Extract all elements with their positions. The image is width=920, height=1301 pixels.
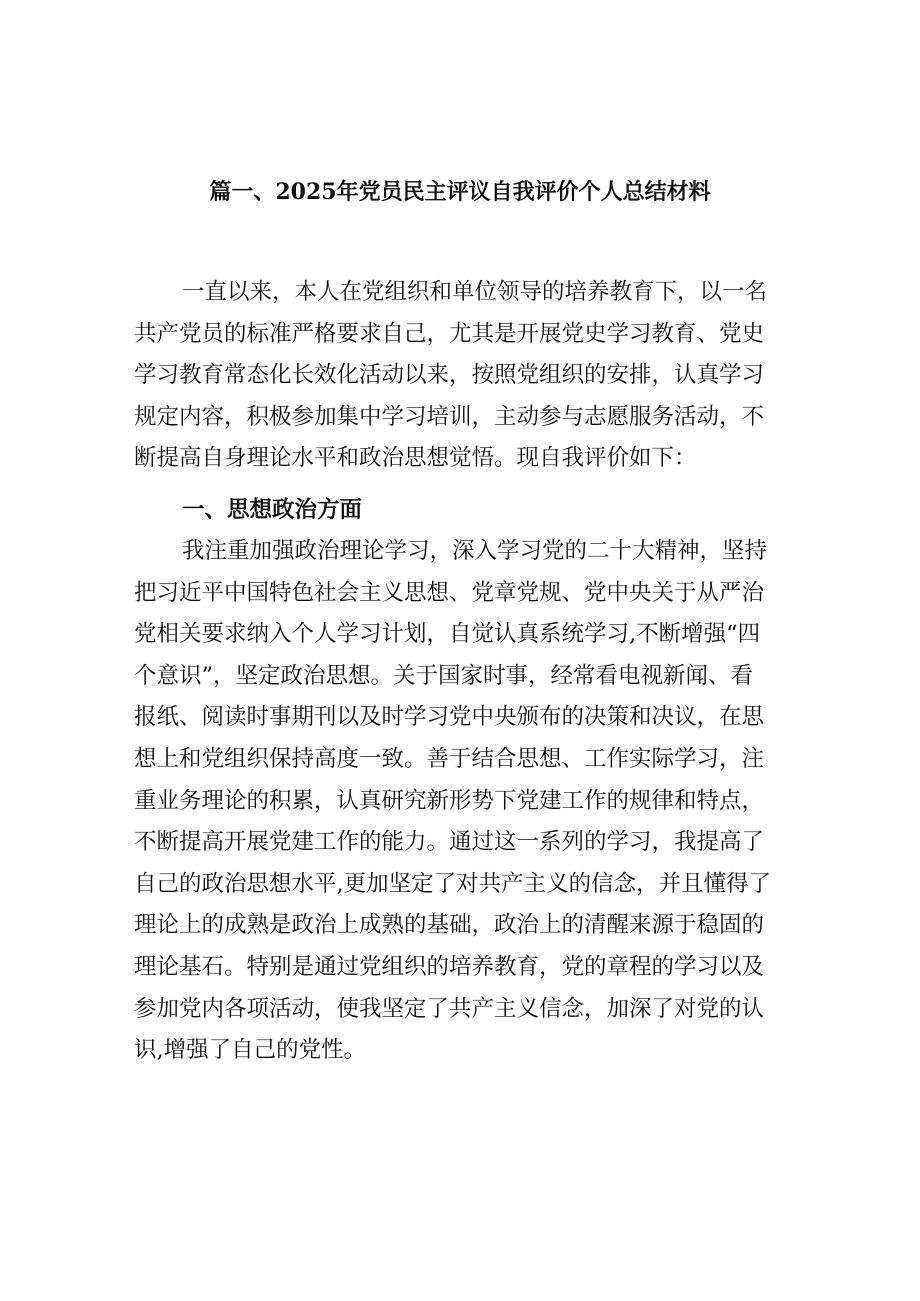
paragraph-line: 把习近平中国特色社会主义思想、党章党规、党中央关于从严治 [134, 579, 765, 606]
section-heading: 一、思想政治方面 [182, 497, 363, 523]
section-heading-ideology [134, 490, 788, 532]
paragraph-intro [134, 272, 788, 480]
paragraph-line: 规定内容，积极参加集中学习培训，主动参与志愿服务活动，不 [134, 403, 765, 430]
paragraph-line: 党相关要求纳入个人学习计划，自觉认真系统学习,不断增强“四 [134, 621, 761, 648]
paragraph-line: 理论上的成熟是政治上成熟的基础，政治上的清醒来源于稳固的 [134, 912, 765, 939]
paragraph-line: 共产党员的标准严格要求自己，尤其是开展党史学习教育、党史 [134, 320, 765, 347]
paragraph-line: 想上和党组织保持高度一致。善于结合思想、工作实际学习，注 [134, 745, 765, 772]
paragraph-line: 个意识”，坚定政治思想。关于国家时事，经常看电视新闻、看 [134, 662, 754, 689]
paragraph-line: 我注重加强政治理论学习，深入学习党的二十大精神，坚持 [182, 538, 768, 564]
paragraph-line: 理论基石。特别是通过党组织的培养教育，党的章程的学习以及 [134, 953, 765, 980]
paragraph-line: 不断提高开展党建工作的能力。通过这一系列的学习，我提高了 [134, 829, 765, 856]
paragraph-line: 报纸、阅读时事期刊以及时学习党中央颁布的决策和决议，在思 [134, 704, 765, 731]
paragraph-line: 重业务理论的积累，认真研究新形势下党建工作的规律和特点， [134, 787, 765, 814]
paragraph-line: 一直以来，本人在党组织和单位领导的培养教育下，以一名 [182, 279, 768, 305]
paragraph-line: 自己的政治思想水平,更加坚定了对共产主义的信念，并且懂得了 [134, 870, 772, 897]
paragraph-line: 学习教育常态化长效化活动以来，按照党组织的安排，认真学习 [134, 362, 765, 389]
document-title: 篇一、2025年党员民主评议自我评价个人总结材料 [209, 179, 711, 205]
paragraph-ideology [134, 531, 788, 1072]
paragraph-line: 断提高自身理论水平和政治思想觉悟。现自我评价如下： [134, 445, 697, 472]
paragraph-line: 参加党内各项活动，使我坚定了共产主义信念，加深了对党的认 [134, 995, 765, 1022]
paragraph-line: 识,增强了自己的党性。 [134, 1037, 367, 1064]
